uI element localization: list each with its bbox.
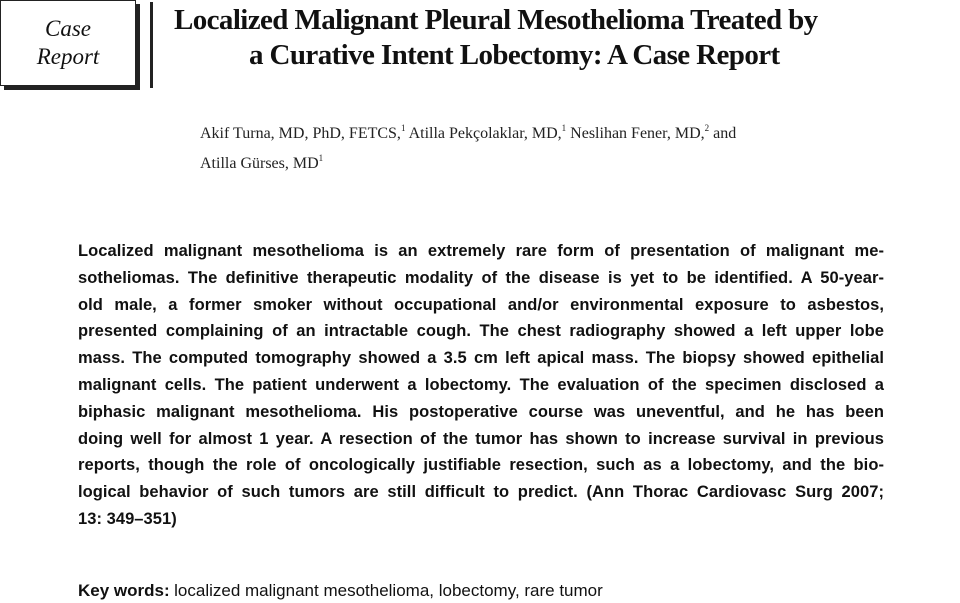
- author-4-affiliation: 1: [318, 153, 324, 163]
- abstract-line: doing well for almost 1 year. A resection of the tumor has shown to increase survival in previous: [78, 429, 884, 448]
- abstract-line: biphasic malignant mesothelioma. His postoperative course was uneventful, and he has been: [78, 402, 884, 421]
- keywords-text: localized malignant mesothelioma, lobectomy, rare tumor: [174, 581, 603, 600]
- article-type-line2: Report: [36, 44, 100, 69]
- title-rule: [150, 2, 153, 88]
- abstract-line: malignant cells. The patient underwent a lobectomy. The evaluation of the specimen disclosed a: [78, 375, 884, 394]
- article-type-box: [0, 0, 136, 86]
- article-type-line1: Case: [45, 16, 91, 41]
- keywords: [78, 578, 898, 603]
- title-line2: a Curative Intent Lobectomy: A Case Report: [249, 39, 780, 71]
- abstract-line: mass. The computed tomography showed a 3.5 cm left apical mass. The biopsy showed epithelial: [78, 349, 884, 368]
- author-3: Neslihan Fener, MD,: [570, 125, 705, 142]
- author-list: [200, 119, 940, 179]
- author-3-affiliation: 2: [704, 123, 710, 133]
- author-1: Akif Turna, MD, PhD, FETCS,: [200, 125, 401, 142]
- author-conjunction: and: [713, 125, 737, 142]
- title-line1: Localized Malignant Pleural Mesothelioma Treated by: [174, 4, 818, 36]
- keywords-label: Key words:: [78, 581, 170, 600]
- author-2: Atilla Pekçolaklar, MD,: [408, 125, 562, 142]
- abstract-line: sotheliomas. The definitive therapeutic modality of the disease is yet to be identified. A 50-year-: [78, 268, 884, 287]
- article-title: [174, 3, 960, 73]
- abstract-line: presented complaining of an intractable cough. The chest radiography showed a left upper lobe: [78, 322, 884, 341]
- author-2-affiliation: 1: [561, 123, 567, 133]
- author-1-affiliation: 1: [400, 123, 406, 133]
- abstract: [78, 238, 884, 533]
- abstract-line: reports, though the role of oncologically justifiable resection, such as a lobectomy, and the bio-: [78, 456, 884, 475]
- author-4: Atilla Gürses, MD: [200, 155, 319, 172]
- abstract-line: logical behavior of such tumors are still difficult to predict. (Ann Thorac Cardiovasc Surg 2007;: [78, 483, 884, 502]
- abstract-line: Localized malignant mesothelioma is an extremely rare form of presentation of malignant me-: [78, 242, 884, 260]
- abstract-line: old male, a former smoker without occupational and/or environmental exposure to asbestos,: [78, 295, 884, 314]
- abstract-line: 13: 349–351): [78, 509, 177, 528]
